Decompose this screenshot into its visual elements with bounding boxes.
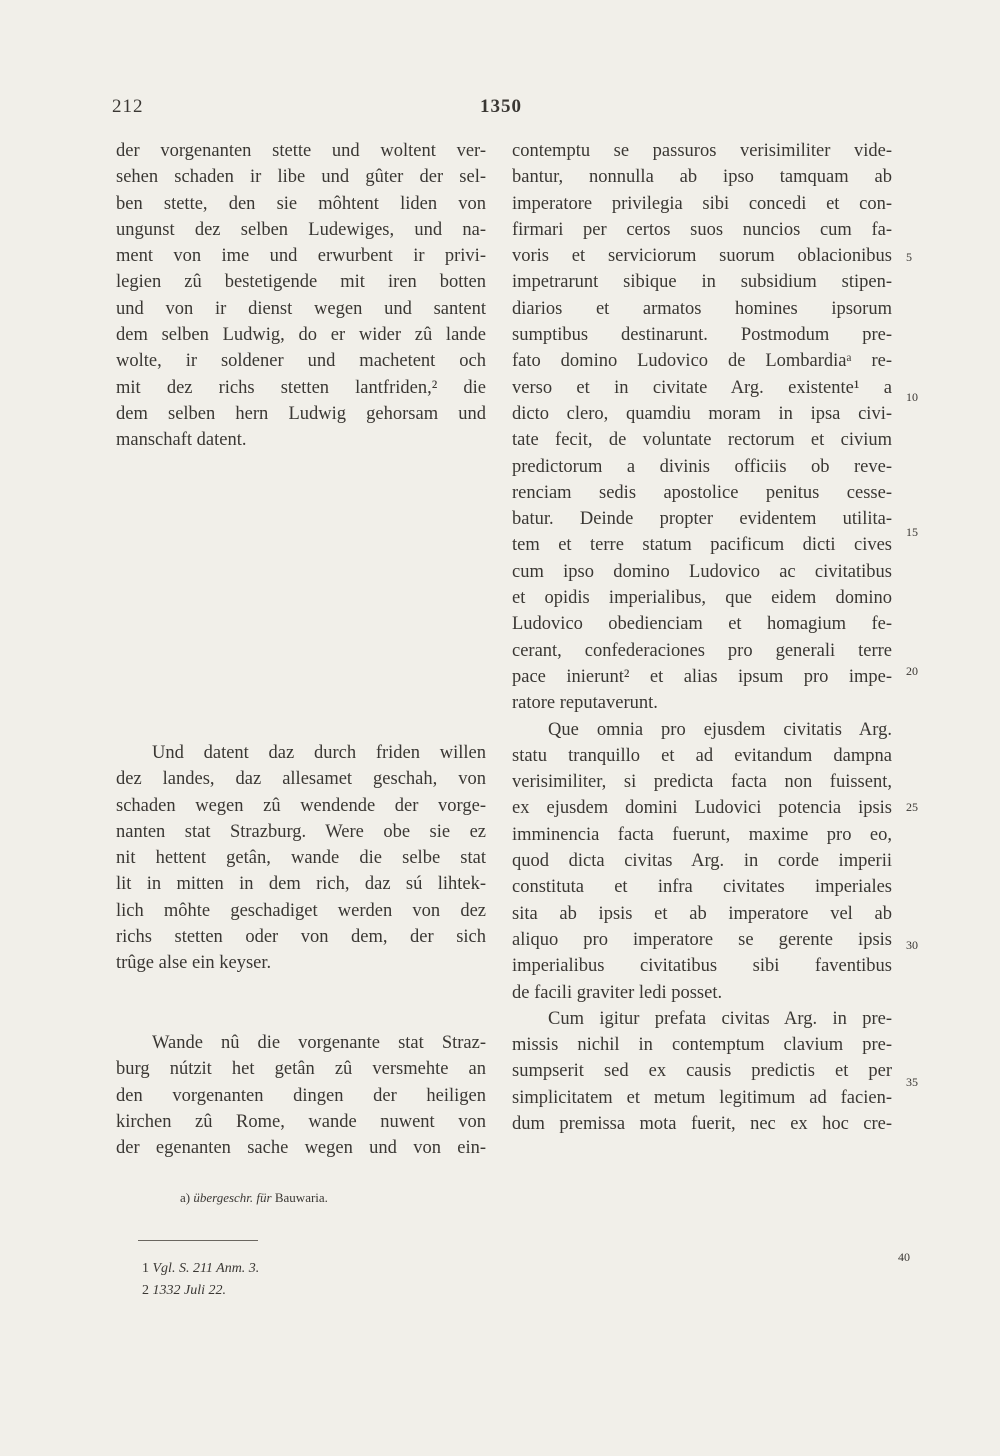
right-column bbox=[512, 138, 892, 1137]
text-line: der vorgenanten stette und woltent ver- bbox=[116, 141, 486, 161]
text-line: dem selben hern Ludwig gehorsam und bbox=[116, 403, 486, 424]
footnote-item bbox=[142, 1258, 259, 1280]
text-line: Wande nû die vorgenante stat Straz- bbox=[152, 1033, 486, 1053]
text-line: ex ejusdem domini Ludovici potencia ipsis bbox=[512, 798, 892, 819]
text-line: simplicitatem et metum legitimum ad facien- bbox=[512, 1087, 892, 1108]
line-number-margin: 5 bbox=[906, 250, 912, 264]
text-line: quod dicta civitas Arg. in corde imperii bbox=[512, 851, 892, 872]
text-line: dez landes, daz allesamet geschah, von bbox=[116, 769, 486, 790]
line-number-margin: 15 bbox=[906, 525, 918, 539]
text-line: lich môhte geschadiget werden von dez bbox=[116, 900, 486, 921]
line-number-margin: 30 bbox=[906, 938, 918, 952]
page-number: 212 bbox=[112, 96, 144, 117]
left-column-block-c bbox=[116, 1030, 486, 1161]
text-line: sumptibus destinarunt. Postmodum pre- bbox=[512, 325, 892, 346]
text-line: fato domino Ludovico de Lombardiaᵃ re- bbox=[512, 351, 892, 372]
line-number-margin: 40 bbox=[898, 1250, 910, 1264]
footnote-separator-rule bbox=[138, 1240, 258, 1241]
footnote-item bbox=[142, 1280, 259, 1302]
text-line: Ludovico obedienciam et homagium fe- bbox=[512, 614, 892, 635]
text-line: et opidis imperialibus, que eidem domino bbox=[512, 588, 892, 609]
text-line: verisimiliter, si predicta facta non fuissent, bbox=[512, 772, 892, 793]
left-column-block-a bbox=[116, 138, 486, 454]
line-number-margin: 20 bbox=[906, 664, 918, 678]
line-number-margin: 25 bbox=[906, 800, 918, 814]
text-line: kirchen zû Rome, wande nuwent von bbox=[116, 1111, 486, 1132]
text-line: manschaft datent. bbox=[116, 430, 247, 451]
text-line: ben stette, den sie môhtent liden von bbox=[116, 193, 486, 214]
text-line: verso et in civitate Arg. existente¹ a bbox=[512, 377, 892, 398]
text-line: firmari per certos suos nuncios cum fa- bbox=[512, 219, 892, 240]
text-line: nanten stat Strazburg. Were obe sie ez bbox=[116, 821, 486, 842]
text-line: wolte, ir soldener und machetent och bbox=[116, 351, 486, 372]
text-line: sehen schaden ir libe und gûter der sel- bbox=[116, 167, 486, 188]
footnote-italic-text: übergeschr. für bbox=[193, 1190, 272, 1205]
text-line: lit in mitten in dem rich, daz sú lihtek- bbox=[116, 874, 486, 895]
text-line: imminencia facta fuerunt, maxime pro eo, bbox=[512, 824, 892, 845]
text-line: schaden wegen zû wendende der vorge- bbox=[116, 795, 486, 816]
text-line: dicto clero, quamdiu moram in ipsa civi- bbox=[512, 403, 892, 424]
text-line: burg nútzit het getân zû versmehte an bbox=[116, 1059, 486, 1080]
text-line: legien zû bestetigende mit iren botten bbox=[116, 272, 486, 293]
text-line: Und datent daz durch friden willen bbox=[152, 743, 486, 763]
line-number-margin: 35 bbox=[906, 1075, 918, 1089]
text-line: sumpserit sed ex causis predictis et per bbox=[512, 1061, 892, 1082]
footnote-mark: 2 bbox=[142, 1283, 149, 1298]
text-line: ungunst dez selben Ludewiges, und na- bbox=[116, 219, 486, 240]
text-line: renciam sedis apostolice penitus cesse- bbox=[512, 482, 892, 503]
text-line: sita ab ipsis et ab imperatore vel ab bbox=[512, 903, 892, 924]
text-line: tate fecit, de voluntate rectorum et civium bbox=[512, 430, 892, 451]
text-line: contemptu se passuros verisimiliter vide- bbox=[512, 141, 892, 161]
text-line: predictorum a divinis officiis ob reve- bbox=[512, 456, 892, 477]
footnote-text: Vgl. S. 211 Anm. 3. bbox=[152, 1261, 260, 1276]
text-line: trûge alse ein keyser. bbox=[116, 953, 272, 974]
text-line: imperatore privilegia sibi concedi et con- bbox=[512, 193, 892, 214]
text-line: de facili graviter ledi posset. bbox=[512, 982, 723, 1003]
text-line: mit dez richs stetten lantfriden,² die bbox=[116, 377, 486, 398]
text-line: tem et terre statum pacificum dicti cives bbox=[512, 535, 892, 556]
text-line: diarios et armatos homines ipsorum bbox=[512, 298, 892, 319]
text-line: batur. Deinde propter evidentem utilita- bbox=[512, 509, 892, 530]
text-line: imperialibus civitatibus sibi faventibus bbox=[512, 956, 892, 977]
text-line: bantur, nonnulla ab ipso tamquam ab bbox=[512, 167, 892, 188]
footnote-mark: 1 bbox=[142, 1261, 149, 1276]
text-line: statu tranquillo et ad evitandum dampna bbox=[512, 745, 892, 766]
text-line: Que omnia pro ejusdem civitatis Arg. bbox=[548, 719, 892, 740]
footnote-text: Bauwaria. bbox=[274, 1190, 328, 1205]
text-line: den vorgenanten dingen der heiligen bbox=[116, 1085, 486, 1106]
text-line: aliquo pro imperatore se gerente ipsis bbox=[512, 929, 892, 950]
footnote-text: 1332 Juli 22. bbox=[152, 1283, 226, 1298]
text-line: dum premissa mota fuerit, nec ex hoc cre- bbox=[512, 1113, 892, 1134]
text-line: richs stetten oder von dem, der sich bbox=[116, 927, 486, 948]
text-line: cum ipso domino Ludovico ac civitatibus bbox=[512, 561, 892, 582]
footnote-mark: a) bbox=[180, 1190, 191, 1205]
line-number-margin: 10 bbox=[906, 390, 918, 404]
critical-apparatus-note bbox=[180, 1190, 328, 1206]
text-line: der egenanten sache wegen und von ein- bbox=[116, 1138, 486, 1159]
text-line: und von ir dienst wegen und santent bbox=[116, 298, 486, 319]
text-line: ment von ime und erwurbent ir privi- bbox=[116, 246, 486, 267]
text-line: cerant, confederaciones pro generali terre bbox=[512, 640, 892, 661]
left-column-block-b bbox=[116, 740, 486, 977]
text-line: constituta et infra civitates imperiales bbox=[512, 877, 892, 898]
text-line: pace inierunt² et alias ipsum pro impe- bbox=[512, 666, 892, 687]
footnotes-list bbox=[142, 1258, 259, 1302]
text-line: ratore reputaverunt. bbox=[512, 693, 658, 714]
document-year-heading: 1350 bbox=[480, 96, 522, 117]
text-line: impetrarunt sibique in subsidium stipen- bbox=[512, 272, 892, 293]
text-line: missis nichil in contemptum clavium pre- bbox=[512, 1035, 892, 1056]
text-line: Cum igitur prefata civitas Arg. in pre- bbox=[548, 1008, 892, 1029]
text-line: nit hettent getân, wande die selbe stat bbox=[116, 848, 486, 869]
text-line: voris et serviciorum suorum oblacionibus bbox=[512, 246, 892, 267]
text-line: dem selben Ludwig, do er wider zû lande bbox=[116, 325, 486, 346]
